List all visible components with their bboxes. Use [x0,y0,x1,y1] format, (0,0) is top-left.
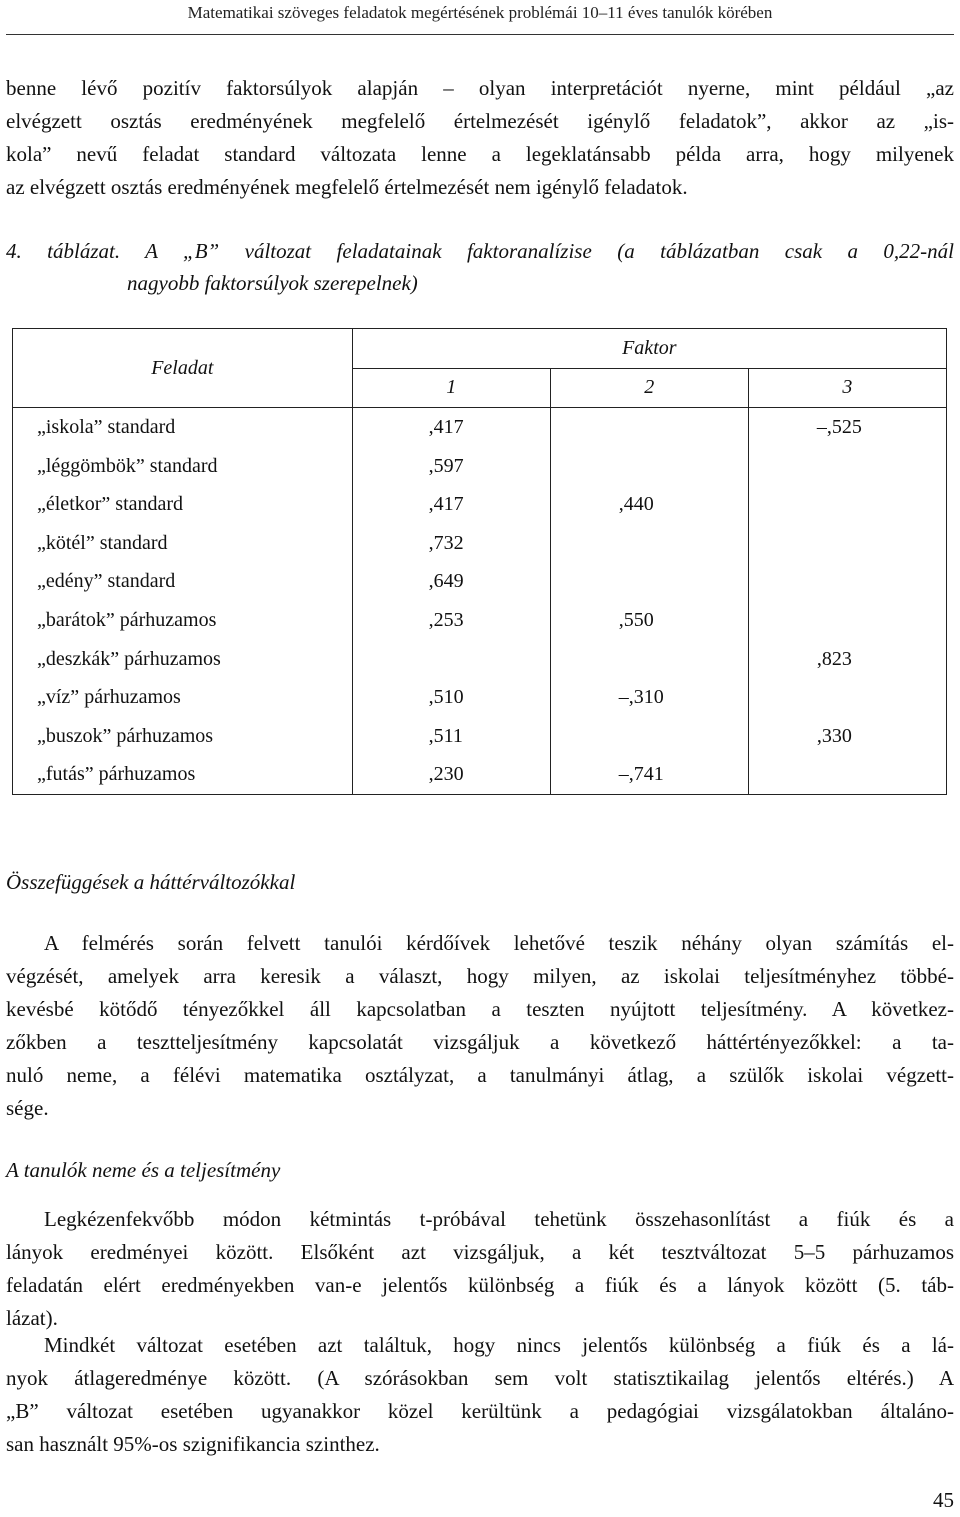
factor2-cell [550,640,748,679]
factor3-cell [748,601,946,640]
task-name-cell: „futás” párhuzamos [13,756,353,795]
task-name-cell: „víz” párhuzamos [13,678,353,717]
text-line: lányok eredményei között. Elsőként azt vizsgáljuk, a két tesztváltozat 5–5 párhuzamos [6,1240,954,1264]
text-line: lázat). [6,1306,58,1330]
factor3-cell: –,525 [748,408,946,447]
factor2-cell: ,550 [550,601,748,640]
table-row [13,563,947,602]
running-header: Matematikai szöveges feladatok megértésének problémái 10–11 éves tanulók körében [187,3,773,22]
factor3-cell [748,756,946,795]
factor2-cell: ,440 [550,485,748,524]
factor2-cell [550,524,748,563]
text-line: kola” nevű feladat standard változata lenne a legeklatánsabb példa arra, hogy milyenek [6,142,954,166]
factor3-cell [748,524,946,563]
text-line: nyok átlageredménye között. (A szórásokban sem volt statisztikailag jelentős eltérés.) A [6,1366,954,1390]
factor2-cell [550,563,748,602]
caption-line: 4. táblázat. A „B” változat feladatainak faktoranalízise (a táblázatban csak a 0,22-nál [6,239,954,263]
intro-paragraph [6,72,954,204]
factor1-cell: ,511 [352,717,550,756]
task-name-cell: „életkor” standard [13,485,353,524]
factor2-cell [550,408,748,447]
text-line: Legkézenfekvőbb módon kétmintás t-próbával tehetünk összehasonlítást a fiúk és a [44,1207,954,1231]
text-line: kevésbé kötődő tényezőkkel áll kapcsolatban a teszten nyújtott teljesítmény. A következ- [6,997,954,1021]
text-line: „B” változat esetében ugyanakkor közel kerültünk a pedagógiai vizsgálatokban általáno- [6,1399,954,1423]
table-row [13,756,947,795]
table-row [13,485,947,524]
column-header-task: Feladat [13,329,353,408]
task-name-cell: „barátok” párhuzamos [13,601,353,640]
task-name-cell: „buszok” párhuzamos [13,717,353,756]
table-row [13,601,947,640]
table-row [13,524,947,563]
text-line: nuló neme, a félévi matematika osztályzat, a tanulmányi átlag, a szülők iskolai végzett- [6,1063,954,1087]
page-number: 45 [933,1488,954,1512]
section2-paragraph [6,1329,954,1461]
factor3-cell: ,330 [748,717,946,756]
factor1-cell: ,597 [352,447,550,486]
factor3-cell [748,678,946,717]
text-line: Mindkét változat esetében azt találtuk, hogy nincs jelentős különbség a fiúk és a lá- [44,1333,954,1357]
section-title: Összefüggések a háttérváltozókkal [6,870,296,894]
text-line: san használt 95%-os szignifikancia szinthez. [6,1432,380,1456]
factor3-cell [748,563,946,602]
factor1-cell: ,417 [352,485,550,524]
section1-paragraph [6,927,954,1125]
factor-number-header: 2 [550,368,748,408]
table-row [13,447,947,486]
table-row [13,717,947,756]
factor-number-header: 1 [352,368,550,408]
factor3-cell [748,485,946,524]
text-line: A felmérés során felvett tanulói kérdőívek lehetővé teszik néhány olyan számítás el- [44,931,954,955]
factor1-cell: ,253 [352,601,550,640]
factor2-cell [550,447,748,486]
factor1-cell: ,510 [352,678,550,717]
factor-number-header: 3 [748,368,946,408]
task-name-cell: „kötél” standard [13,524,353,563]
caption-line: nagyobb faktorsúlyok szerepelnek) [127,271,418,295]
header-divider [6,34,954,35]
factor1-cell [352,640,550,679]
task-name-cell: „léggömbök” standard [13,447,353,486]
factor1-cell: ,649 [352,563,550,602]
column-header-factor: Faktor [352,329,946,369]
text-line: benne lévő pozitív faktorsúlyok alapján – olyan interpretációt nyerne, mint például „az [6,76,954,100]
factor1-cell: ,732 [352,524,550,563]
text-line: zőkben a tesztteljesítmény kapcsolatát vizsgáljuk a következő háttértényezőkkel: a ta- [6,1030,954,1054]
factor2-cell: –,310 [550,678,748,717]
factor1-cell: ,417 [352,408,550,447]
factor1-cell: ,230 [352,756,550,795]
table-row [13,640,947,679]
text-line: az elvégzett osztás eredményének megfelelő értelmezését nem igénylő feladatok. [6,175,688,199]
factor-table [12,328,947,795]
factor3-cell: ,823 [748,640,946,679]
task-name-cell: „iskola” standard [13,408,353,447]
factor2-cell: –,741 [550,756,748,795]
table-row [13,678,947,717]
task-name-cell: „deszkák” párhuzamos [13,640,353,679]
text-line: végzését, amelyek arra keresik a választ, hogy milyen, az iskolai teljesítményhez többé- [6,964,954,988]
factor3-cell [748,447,946,486]
section2-paragraph [6,1203,954,1335]
section-title: A tanulók neme és a teljesítmény [6,1158,281,1182]
table-caption [6,235,954,299]
factor2-cell [550,717,748,756]
text-line: elvégzett osztás eredményének megfelelő értelmezését igénylő feladatok”, akkor az „is- [6,109,954,133]
task-name-cell: „edény” standard [13,563,353,602]
text-line: feladatán elért eredményekben van-e jelentős különbség a fiúk és a lányok között (5. táb- [6,1273,954,1297]
text-line: sége. [6,1096,49,1120]
table-row [13,408,947,447]
